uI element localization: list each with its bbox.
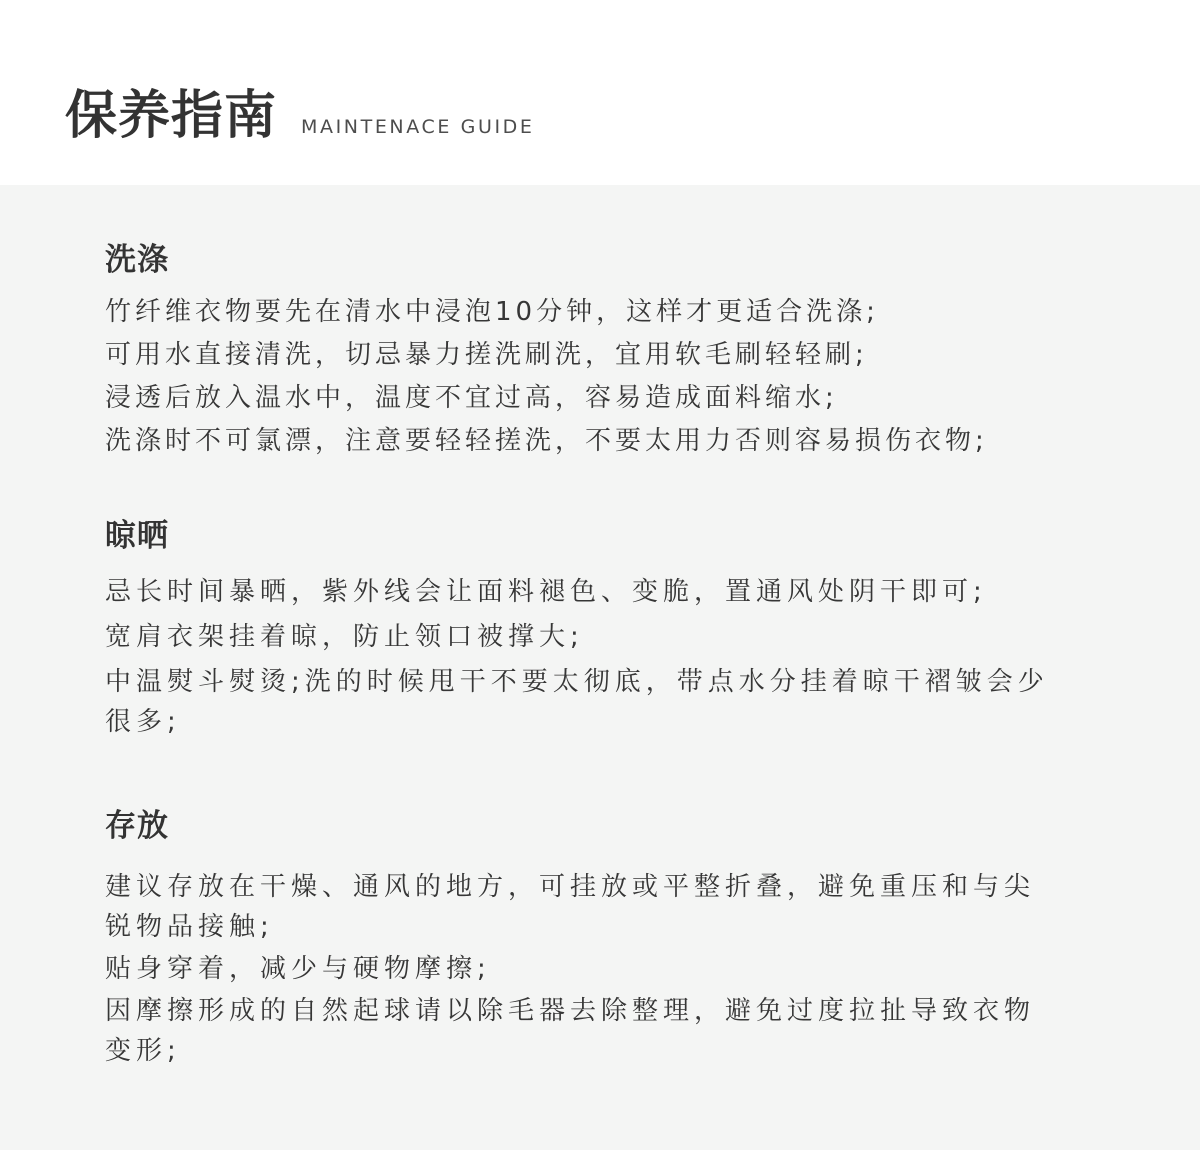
- care-instruction: 建议存放在干燥、通风的地方，可挂放或平整折叠，避免重压和与尖锐物品接触;: [105, 872, 1036, 942]
- section-drying: [105, 516, 1200, 742]
- section-storage: [105, 806, 1200, 1071]
- section-heading-drying: 晾晒: [105, 518, 169, 554]
- header-title-group: [65, 84, 535, 148]
- care-instruction: 洗涤时不可氯漂，注意要轻轻搓洗，不要太用力否则容易损伤衣物;: [105, 426, 988, 456]
- care-instruction: 贴身穿着，减少与硬物摩擦;: [105, 954, 491, 984]
- section-heading-storage: 存放: [105, 808, 169, 844]
- care-instruction: 中温熨斗熨烫;洗的时候甩干不要太彻底，带点水分挂着晾干褶皱会少很多;: [105, 667, 1049, 737]
- care-instruction: 可用水直接清洗，切忌暴力搓洗刷洗，宜用软毛刷轻轻刷;: [105, 340, 868, 370]
- section-washing: [105, 240, 1200, 461]
- page-subtitle: MAINTENACE GUIDE: [301, 116, 535, 138]
- care-instruction: 宽肩衣架挂着晾，防止领口被撑大;: [105, 622, 584, 652]
- care-guide-panel: [0, 185, 1200, 1150]
- care-instruction: 因摩擦形成的自然起球请以除毛器去除整理，避免过度拉扯导致衣物变形;: [105, 996, 1036, 1066]
- section-heading-washing: 洗涤: [105, 242, 169, 278]
- care-instruction: 竹纤维衣物要先在清水中浸泡10分钟，这样才更适合洗涤;: [105, 297, 879, 327]
- page-header: [0, 0, 1200, 185]
- page-title: 保养指南: [65, 86, 278, 146]
- care-instruction: 浸透后放入温水中，温度不宜过高，容易造成面料缩水;: [105, 383, 838, 413]
- care-instruction: 忌长时间暴晒，紫外线会让面料褪色、变脆，置通风处阴干即可;: [105, 577, 987, 607]
